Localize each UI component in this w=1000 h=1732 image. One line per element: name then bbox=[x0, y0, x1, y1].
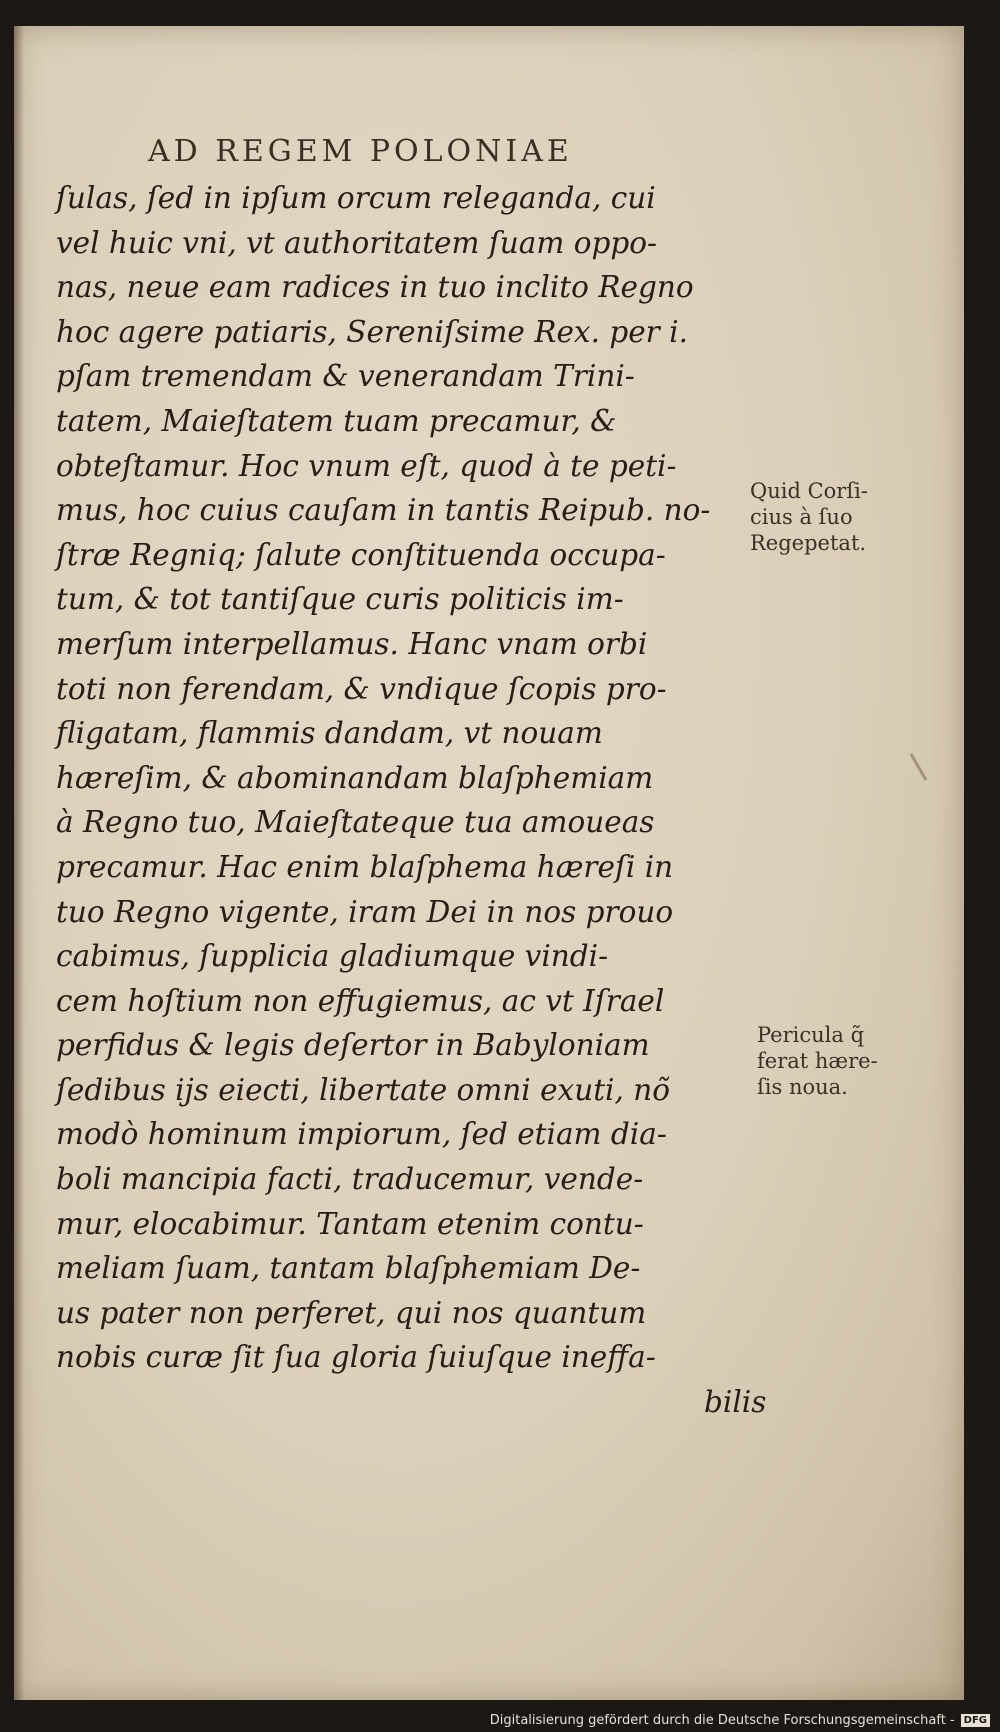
page-gutter-shadow bbox=[14, 26, 24, 1700]
running-head: AD REGEM POLONIAE bbox=[148, 134, 573, 169]
text-line: hoc agere patiaris, Sereniſsime Rex. per i. bbox=[56, 314, 688, 349]
text-line: nas, neue eam radices in tuo inclito Regno bbox=[56, 270, 694, 305]
marginal-note bbox=[750, 478, 868, 556]
text-line: toti non ferendam, & vndique ſcopis pro- bbox=[56, 671, 667, 706]
marginal-note-line: Regepetat. bbox=[750, 531, 867, 555]
digitization-footer bbox=[490, 1713, 990, 1728]
text-line: boli mancipia facti, traducemur, vende- bbox=[56, 1162, 644, 1197]
text-line: ſulas, ſed in ipſum orcum releganda, cui bbox=[56, 181, 656, 215]
text-line: nobis curæ ſit ſua gloria ſuiuſque ineffa- bbox=[56, 1340, 656, 1375]
text-line: modò hominum impiorum, ſed etiam dia- bbox=[56, 1117, 667, 1152]
ink-mark bbox=[910, 753, 928, 780]
text-line: fligatam, flammis dandam, vt nouam bbox=[56, 716, 603, 751]
text-line: hæreſim, & abominandam blaſphemiam bbox=[56, 760, 654, 795]
text-line: à Regno tuo, Maieſtateque tua amoueas bbox=[56, 805, 655, 840]
marginal-note-line: cius à ſuo bbox=[750, 505, 853, 529]
text-line: obteſtamur. Hoc vnum eſt, quod à te peti- bbox=[56, 448, 677, 483]
footer-credit-text: Digitalisierung gefördert durch die Deutsche Forschungsgemeinschaft - bbox=[489, 1713, 955, 1728]
text-line: mus, hoc cuius cauſam in tantis Reipub. no- bbox=[56, 493, 711, 528]
marginal-note-line: ferat hære- bbox=[757, 1049, 878, 1073]
book-page bbox=[14, 26, 964, 1700]
text-line: meliam ſuam, tantam blaſphemiam De- bbox=[56, 1251, 641, 1286]
text-line: merſum interpellamus. Hanc vnam orbi bbox=[56, 626, 648, 661]
text-line: us pater non perferet, qui nos quantum bbox=[56, 1295, 647, 1330]
text-line: vel huic vni, vt authoritatem ſuam oppo- bbox=[56, 225, 657, 260]
text-line: cabimus, ſupplicia gladiumque vindi- bbox=[56, 939, 609, 974]
text-line: cem hoſtium non effugiemus, ac vt Iſrael bbox=[56, 983, 665, 1018]
text-line: tuo Regno vigente, iram Dei in nos prouo bbox=[56, 894, 674, 929]
text-line: pſam tremendam & venerandam Trini- bbox=[56, 359, 635, 394]
text-line: tum, & tot tantiſque curis politicis im- bbox=[56, 582, 624, 617]
text-line: precamur. Hac enim blaſphema hæreſi in bbox=[56, 849, 674, 884]
text-line: tatem, Maieſtatem tuam precamur, & bbox=[56, 403, 617, 438]
text-line: perfidus & legis deſertor in Babyloniam bbox=[56, 1028, 650, 1063]
main-text-block bbox=[56, 176, 767, 1425]
dfg-logo: DFG bbox=[961, 1714, 990, 1727]
marginal-note bbox=[757, 1022, 878, 1100]
marginal-note-line: Quid Corſi- bbox=[750, 479, 868, 503]
text-line: mur, elocabimur. Tantam etenim contu- bbox=[56, 1206, 644, 1241]
marginal-note-line: ſis noua. bbox=[757, 1075, 848, 1099]
marginal-note-line: Pericula q̃ bbox=[757, 1023, 865, 1047]
text-line: ſedibus ijs eiecti, libertate omni exuti, nõ bbox=[56, 1072, 670, 1107]
text-line: ſtræ Regniq; ſalute conſtituenda occupa- bbox=[56, 537, 666, 572]
text-line: bilis bbox=[704, 1385, 767, 1420]
